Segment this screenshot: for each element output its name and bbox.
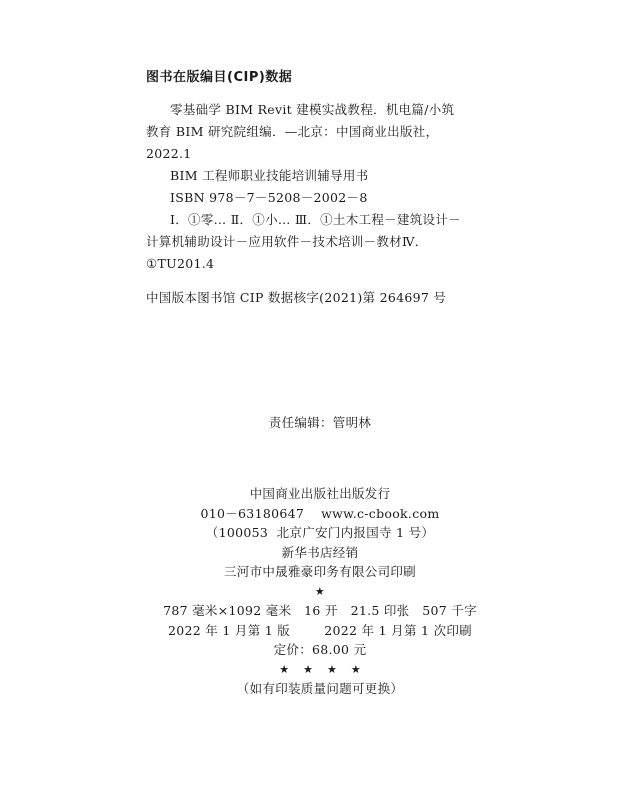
bib-publisher-line: 教育 BIM 研究院组编．—北京：中国商业出版社， (146, 124, 439, 139)
bib-isbn-line: ISBN 978－7－5208－2002－8 (170, 190, 368, 205)
address-line: （100053 北京广安门内报国寺 1 号） (205, 525, 435, 540)
publication-info (0, 484, 640, 699)
cip-classification (146, 209, 476, 275)
cip-number-text: 中国版本图书馆 CIP 数据核字(2021)第 264697 号 (146, 290, 447, 305)
classification-line-3: ①TU201.4 (146, 256, 215, 271)
cip-bibliographic-record (146, 99, 476, 209)
quality-note-line: （如有印装质量问题可更换） (236, 681, 404, 696)
classification-line-2: 计算机辅助设计－应用软件－技术培训－教材Ⅳ． (146, 234, 428, 249)
cip-heading: 图书在版编目(CIP)数据 (146, 70, 293, 85)
contact-line: 010－63180647 www.c-cbook.com (200, 505, 440, 521)
stars-divider-icon: ★★★★ (279, 662, 375, 676)
bib-date-line: 2022.1 (146, 146, 192, 161)
specs-line: 787 毫米×1092 毫米 16 开 21.5 印张 507 千字 (163, 603, 477, 618)
responsible-editor-text: 责任编辑：管明林 (268, 415, 372, 430)
responsible-editor (0, 413, 640, 431)
bib-title-line: 零基础学 BIM Revit 建模实战教程．机电篇/小筑 (170, 102, 455, 117)
distributor-line: 新华书店经销 (281, 544, 359, 560)
separator-star-icon: ★ (314, 584, 326, 598)
printer-line: 三河市中晟雅豪印务有限公司印刷 (223, 564, 416, 579)
editions-line: 2022 年 1 月第 1 版 2022 年 1 月第 1 次印刷 (168, 622, 472, 638)
bib-series-line: BIM 工程师职业技能培训辅导用书 (170, 168, 369, 183)
price-line: 定价：68.00 元 (273, 642, 367, 657)
cip-number (146, 287, 476, 309)
classification-line-1: Ⅰ．①零… Ⅱ．①小… Ⅲ．①土木工程－建筑设计－ (170, 212, 461, 227)
publisher-line: 中国商业出版社出版发行 (249, 486, 391, 501)
